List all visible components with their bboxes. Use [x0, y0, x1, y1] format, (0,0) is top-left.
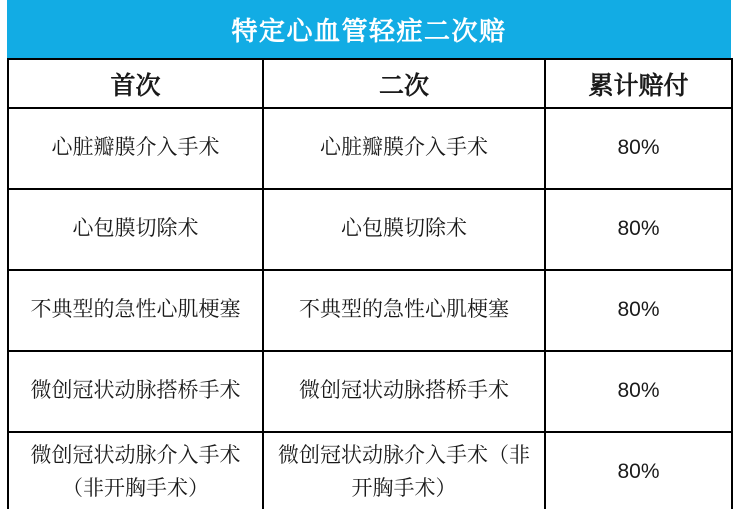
cell-second-condition: 微创冠状动脉介入手术（非开胸手术） [263, 432, 545, 509]
cell-first-condition: 微创冠状动脉介入手术（非开胸手术） [8, 432, 263, 509]
table-row [8, 189, 732, 270]
cell-second-condition: 心脏瓣膜介入手术 [263, 108, 545, 189]
cell-first-condition: 微创冠状动脉搭桥手术 [8, 351, 263, 432]
page-title: 特定心血管轻症二次赔 [231, 15, 507, 46]
column-header-cumulative-payout: 累计赔付 [545, 59, 732, 108]
cell-payout: 80% [545, 108, 732, 189]
cell-second-condition: 不典型的急性心肌梗塞 [263, 270, 545, 351]
cell-payout: 80% [545, 189, 732, 270]
cell-first-condition: 心脏瓣膜介入手术 [8, 108, 263, 189]
column-header-first: 首次 [8, 59, 263, 108]
cell-payout: 80% [545, 270, 732, 351]
cell-payout: 80% [545, 432, 732, 509]
table-row [8, 432, 732, 509]
cell-second-condition: 心包膜切除术 [263, 189, 545, 270]
title-banner [7, 0, 731, 58]
benefit-card [7, 0, 731, 509]
table-row [8, 108, 732, 189]
cell-first-condition: 心包膜切除术 [8, 189, 263, 270]
cell-second-condition: 微创冠状动脉搭桥手术 [263, 351, 545, 432]
table-header-row [8, 59, 732, 108]
table-row [8, 270, 732, 351]
benefit-table [7, 58, 733, 509]
column-header-second: 二次 [263, 59, 545, 108]
cell-payout: 80% [545, 351, 732, 432]
cell-first-condition: 不典型的急性心肌梗塞 [8, 270, 263, 351]
table-row [8, 351, 732, 432]
